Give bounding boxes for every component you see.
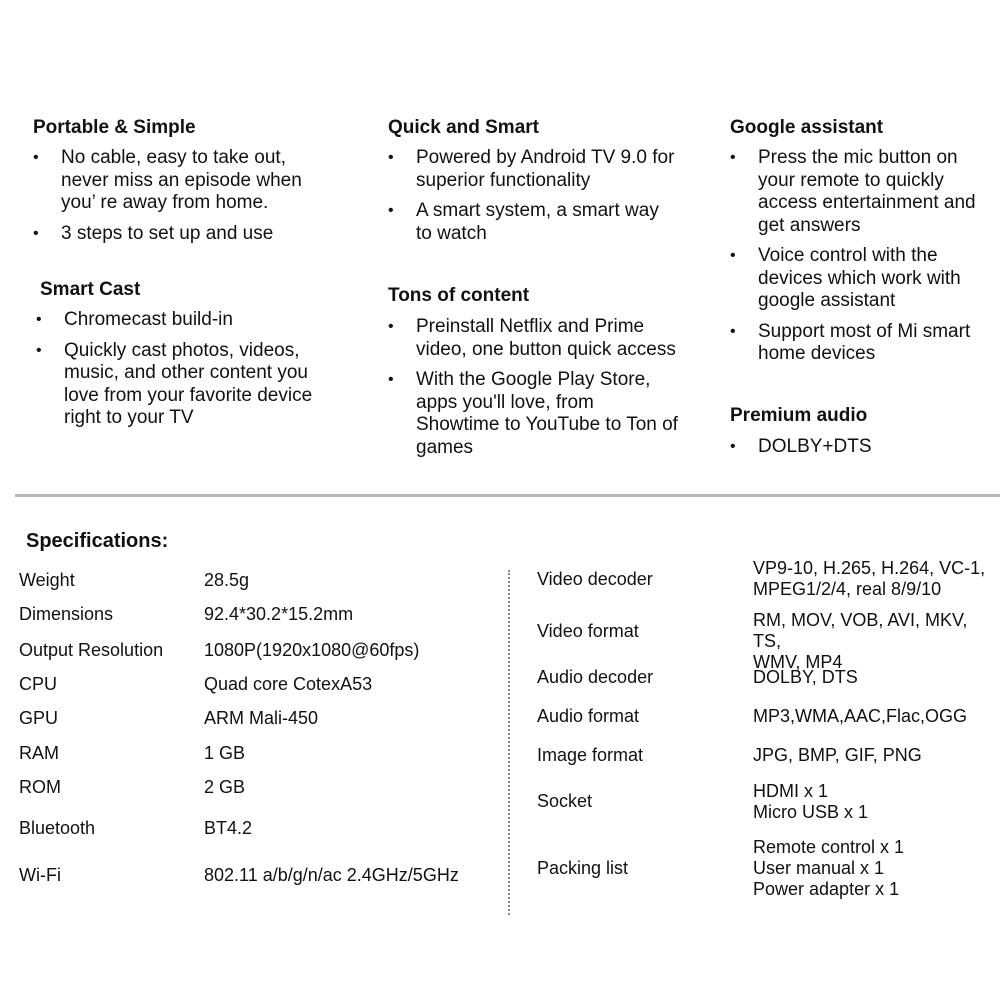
list-item: • Support most of Mi smart home devices — [730, 321, 992, 366]
list-item: • A smart system, a smart way to watch — [388, 200, 678, 245]
heading-premium-audio: Premium audio — [730, 405, 868, 426]
list-item: • No cable, easy to take out, never miss an episode when you’ re away from home. — [33, 147, 333, 215]
list-premium-audio — [730, 436, 992, 467]
heading-tons-of-content: Tons of content — [388, 285, 530, 306]
list-portable-simple — [33, 147, 333, 253]
list-item: • With the Google Play Store, apps you'll love, from Showtime to YouTube to Ton of games — [388, 369, 678, 459]
spec-label-output-resolution: Output Resolution — [19, 640, 164, 660]
list-item: • 3 steps to set up and use — [33, 223, 333, 246]
spec-label-socket: Socket — [537, 791, 593, 811]
spec-label-video-format: Video format — [537, 621, 639, 641]
spec-value-cpu: Quad core CotexA53 — [204, 674, 373, 694]
list-google-assistant — [730, 147, 992, 374]
spec-value-packing-list: Remote control x 1 User manual x 1 Power adapter x 1 — [753, 837, 905, 899]
spec-label-image-format: Image format — [537, 745, 644, 765]
column-separator — [508, 570, 510, 915]
spec-value-audio-format: MP3,WMA,AAC,Flac,OGG — [753, 706, 968, 726]
list-quick-smart — [388, 147, 678, 253]
spec-label-gpu: GPU — [19, 708, 59, 728]
spec-label-rom: ROM — [19, 777, 61, 797]
heading-quick-smart: Quick and Smart — [388, 117, 539, 138]
spec-label-audio-format: Audio format — [537, 706, 640, 726]
specifications-title: Specifications: — [26, 530, 169, 552]
spec-value-bluetooth: BT4.2 — [204, 818, 253, 838]
spec-value-gpu: ARM Mali-450 — [204, 708, 319, 728]
list-item: • Preinstall Netflix and Prime video, one button quick access — [388, 316, 678, 361]
spec-value-audio-decoder: DOLBY, DTS — [753, 667, 858, 687]
list-tons-of-content — [388, 316, 678, 467]
spec-value-output-resolution: 1080P(1920x1080@60fps) — [204, 640, 420, 660]
list-item: • Powered by Android TV 9.0 for superior functionality — [388, 147, 678, 192]
spec-label-bluetooth: Bluetooth — [19, 818, 96, 838]
spec-label-ram: RAM — [19, 743, 59, 763]
spec-value-weight: 28.5g — [204, 570, 250, 590]
list-item: • Press the mic button on your remote to quickly access entertainment and get answers — [730, 147, 992, 237]
spec-value-wifi: 802.11 a/b/g/n/ac 2.4GHz/5GHz — [204, 865, 459, 885]
heading-smart-cast: Smart Cast — [40, 279, 141, 300]
spec-label-wifi: Wi-Fi — [19, 865, 61, 885]
spec-value-video-decoder: VP9-10, H.265, H.264, VC-1, MPEG1/2/4, real 8/9/10 — [753, 558, 986, 599]
spec-value-socket: HDMI x 1 Micro USB x 1 — [753, 781, 869, 822]
spec-value-ram: 1 GB — [204, 743, 246, 763]
heading-portable-simple: Portable & Simple — [33, 117, 196, 138]
list-item: • DOLBY+DTS — [730, 436, 992, 459]
list-smart-cast — [36, 309, 336, 438]
section-divider — [15, 494, 1000, 497]
spec-value-image-format: JPG, BMP, GIF, PNG — [753, 745, 922, 765]
spec-label-video-decoder: Video decoder — [537, 569, 653, 589]
spec-value-rom: 2 GB — [204, 777, 246, 797]
heading-google-assistant: Google assistant — [730, 117, 884, 138]
spec-label-packing-list: Packing list — [537, 858, 629, 878]
spec-label-dimensions: Dimensions — [19, 604, 114, 624]
list-item: • Chromecast build-in — [36, 309, 336, 332]
list-item: • Quickly cast photos, videos, music, and other content you love from your favorite device right to your TV — [36, 340, 336, 430]
spec-value-dimensions: 92.4*30.2*15.2mm — [204, 604, 354, 624]
spec-value-video-format: RM, MOV, VOB, AVI, MKV, TS, WMV, MP4 — [753, 610, 968, 672]
list-item: • Voice control with the devices which work with google assistant — [730, 245, 992, 313]
spec-label-cpu: CPU — [19, 674, 58, 694]
spec-label-weight: Weight — [19, 570, 75, 590]
spec-label-audio-decoder: Audio decoder — [537, 667, 654, 687]
